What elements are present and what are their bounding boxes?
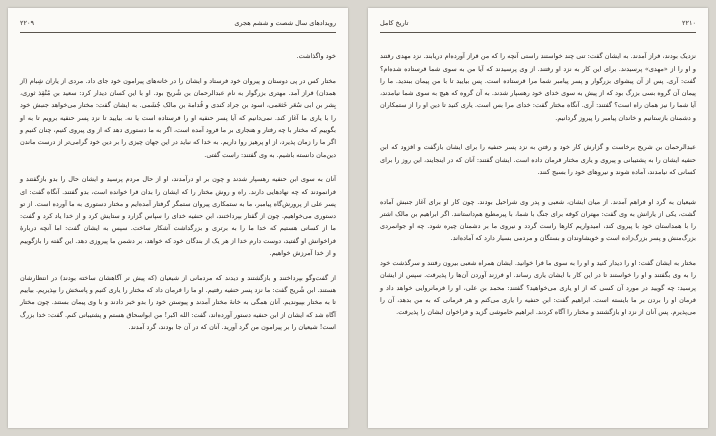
running-title: تاریخ کامل [380, 19, 409, 27]
body-text [20, 38, 336, 418]
paragraph: خود واگذاشت. [296, 52, 336, 61]
header-rule [380, 32, 696, 33]
right-page [368, 8, 708, 428]
running-title: رویدادهای سال شصت و ششم هجری [234, 19, 336, 27]
page-header [380, 16, 696, 30]
paragraph: مختار کس در پی دوستان و پیروان خود فرستاد و ایشان را در خانه‌های پیرامون خود جای داد. مردی از یاران شِبام (از همدان) فراز آمد. مهتری بزرگوار به نام عبدالرحمان بن شُریح بود. او با این کسان دیدار کرد: سعید بن مُنْقِذ ثوری، بِشر بن ابی سُعَر خَثعَمی، اسود بن جراد کندی و قُدامة بن مالک جُشَمی. به ایشان گفت: مختار می‌خواهد جنبش خود را با یاری ما آغاز کند. نمی‌دانیم که آیا پسر حنفیه او را فرستاده است یا نه. بیایید تا نزد پسر حنفیه برویم تا به او بگوییم که مختار با چه رفتار و هنجاری بر ما فرود آمده است، اگر به ما دستوری دهد که از وی پیروی کنیم، چنان کنیم و اگر ما را زمان پذیرد، از او پرهیز روا داریم. به خدا که نباید در این جهان چیزی را بر دین خود گرامی‌تر از درست ماندن دین‌مان دانسته باشیم. به وی گفتند: راست گفتی. [20, 76, 336, 159]
paragraph: از گفت‌وگو بپرداختند و بازگشتند و دیدند که مردمانی از شیعیان (که پیش تر آگاهشان ساخته بودند) در انتظارشان هستند. ابن شُریح گفت: ما نزد پسر حنفیه رفتیم. او ما را فرمان داد که مختار را یاری کنیم و پاسخش را بپذیریم. بیاییم تا به مختار بپیوندیم. آنان همگی به خانهٔ مختار آمدند و پیوستن خود را بدو خبر دادند و با وی پیمان بستند. چون مختار آگاه شد که ایشان از ابن حنفیه دستور آورده‌اند، گفت: الله اکبر! من ابواسحاق هستم و پشتیبانی کنم. گفت: خدا بزرگ است! شیعیان را بر پیرامون من گرد آورید. آنان که در آن جا بودند، گرد آمدند. [20, 273, 336, 331]
paragraph: آنان به سوی ابن حنفیه رهسپار شدند و چون بر او درآمدند، او از حال مردم پرسید و ایشان حال را بدو بازگفتند و فرانمودند که چه نهادهایی دارند. راه و روش مختار را که ایشان را بدان فرا خوانده است، بدو گفتند. آنگاه گفت: ای پسر علی از پرورش‌گاه پیامبر، ما به ستمکاری پیروان ستمگر گرفتار آمده‌ایم و مختار دستوری به ما آورده است. از تو دستوری می‌خواهیم. چون از گفتار بپرداختند، ابن حنفیه خدای را سپاس گزارد و ستایش کرد و از خدا یاد کرد و گفت: ما از کسانی هستیم که خدا ما را به برتری و بزرگداشت آشکار ساخت. سپس به ایشان گفت: اما آنچه دربارهٔ فراخوانش او گفتید، دوست دارم خدا از هر یک از بندگان خود که خواهد، بر دشمن ما پیروزی دهد. این گفته را بازگوییم و از خدا آمرزش خواهیم. [20, 175, 336, 258]
body-text [380, 38, 696, 418]
paragraph: شیعیان به گرد او فراهم آمدند. از میان ایشان، شعبی و پدر وی شراحیل بودند. چون کار او برای آغاز جنبش آماده گشت، یکی از یارانش به وی گفت: مهتران کوفه برای جنگ با شما، با پیرمطیع هم‌داستانند. اگر ابراهیم بن مالک اشتر را با همداستان خود با پیروی کند، امیدواریم کارها راست گردد و نیروی ما بر دشمنان چیره شود. چه او جوانمردی بزرگ‌منش و پسر بزرگ‌زاده است و خویشاوندان و بستگان و مردمی بسیار دارد که آماده‌اند. [380, 197, 696, 243]
page-number: ۲۲۰۹ [20, 19, 34, 27]
header-rule [20, 32, 336, 33]
paragraph: نزدیک بودند، فراز آمدند. به ایشان گفت: تنی چند خواستند راستی آنچه را که من فراز آورده‌ام دریابند. نزد مهدی رفتند و او را از «مهدی» پرسیدند. برای این کار به نزد او رفتند. از وی پرسیدند که آیا من به سوی شما فرستاده شده‌ام؟ گفت: آری. پس از آن پیشوای بزرگوار و پسر پیامبر شما مرا فرستاده است. پس بیایید تا با من پیمان ببندید. ما را پیمان آن گروه بسی بزرگ بود که از پیش به سوی خدای خود رهسپار شدند. به آن گروه که هیچ به سوی شما نیامدند، آیا شما را نیز همان راه است؟ گفتند: آری. آنگاه مختار گفت: خدای مرا بس است. یاری کنید تا دین او را از ستمکاران و دشمنان بازستانیم و خاندان پیامبر را پیروز گردانیم. [380, 52, 696, 122]
page-header [20, 16, 336, 30]
page-number: ۲۲۱۰ [682, 19, 696, 27]
left-page [8, 8, 348, 428]
paragraph: مختار به ایشان گفت: او را دیدار کنید و او را به سوی ما فرا خوانید. ایشان همراه شعبی بیرون رفتند و سرگذشت خود را به وی بگفتند و او را خواستند تا در این کار با ایشان یاری رساند. او فرزند آوردن آن‌ها را پذیرفت. سپس از ایشان پرسید: چه گویید در مورد آن کسی که از او یاری می‌خواهید؟ گفتند: محمد بن علی، او را فرمانروایی خواهد داد و فرمان او را بردن بر ما بایسته است. ابراهیم گفت: ابن حنفیه را یاری می‌کنم و هر فرمانی که به من بدهد، آن را می‌پذیرم. پس آنان از نزد او بازگشتند و مختار را آگاه کردند. ابراهیم خاموشی گزید و فراخوان ایشان را پذیرفت. [380, 259, 696, 317]
paragraph: عبدالرحمان بن شریح برخاست و گزارش کار خود و رفتن به نزد پسر حنفیه را برای ایشان بازگفت و افزود که ابن حنفیه ایشان را به پشتیبانی و پیروی و یاری مختار فرمان داده است. ایشان گفتند: آنان که در اینجایند، این روز را برای کسانی که نیامدند، آماده شوند و نیروهای خود را بسیج کنند. [380, 143, 696, 176]
